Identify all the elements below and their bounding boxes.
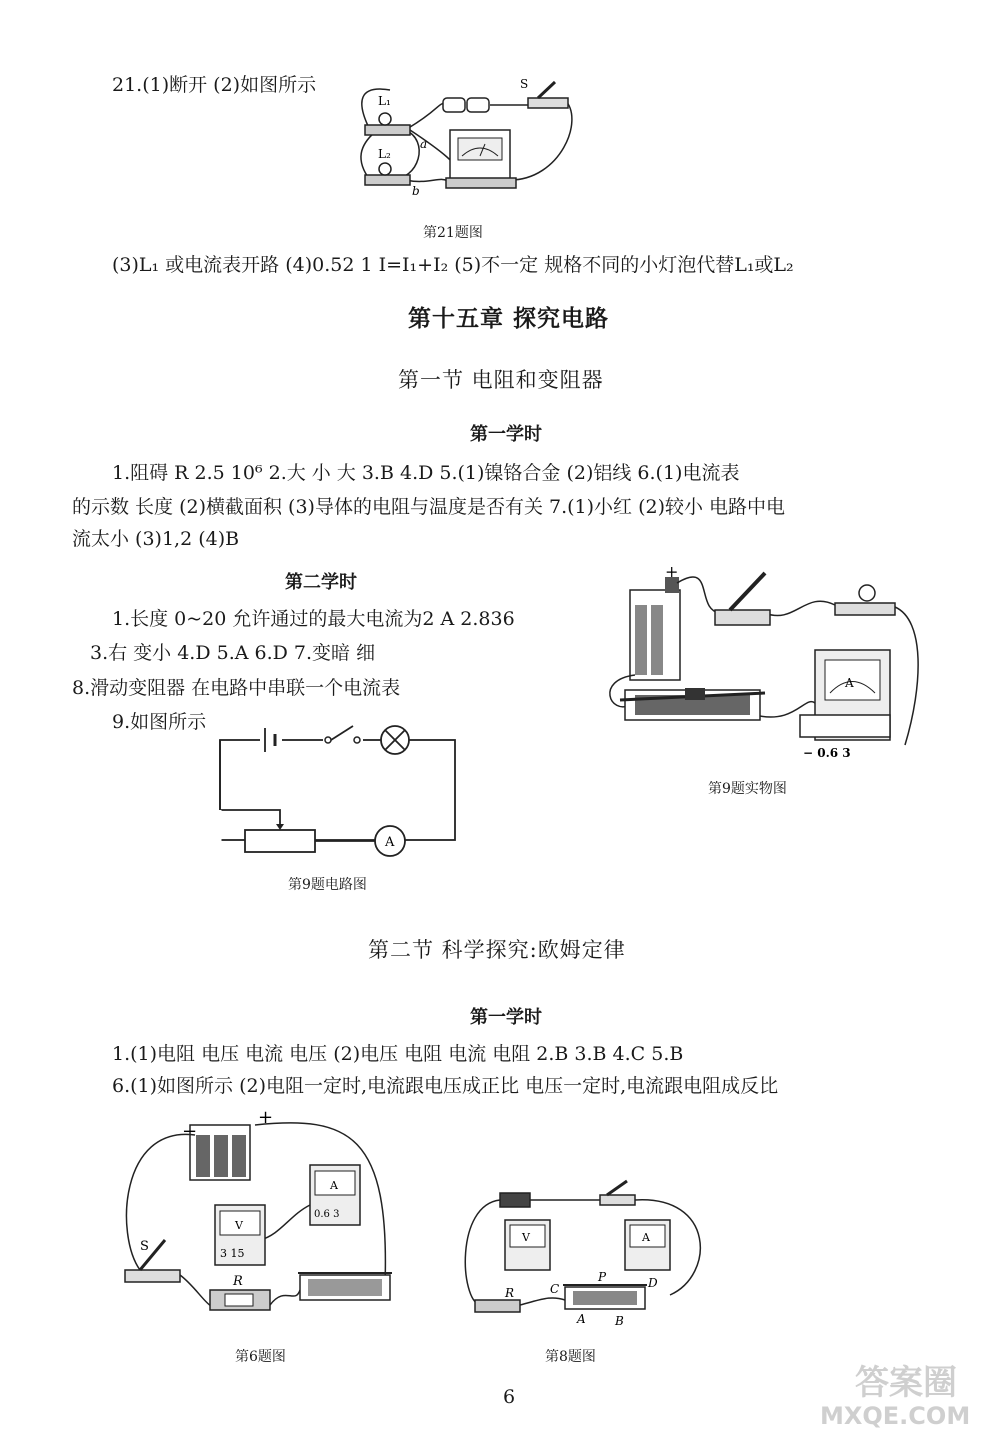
s1l1-line2: 的示数 长度 (2)横截面积 (3)导体的电阻与温度是否有关 7.(1)小红 (2)较小 电路中电 (72, 496, 786, 518)
q21-line2: (3)L₁ 或电流表开路 (4)0.52 1 I=I₁+I₂ (5)不一定 规格不同的小灯泡代替L₁或L₂ (112, 254, 794, 276)
q9-terminals: − 0.6 3 (803, 746, 851, 760)
s1l2-line3: 8.滑动变阻器 在电路中串联一个电流表 (72, 677, 401, 699)
section1-lesson1-title: 第一学时 (470, 424, 542, 445)
s1l2-line4: 9.如图所示 (112, 711, 207, 733)
q9-circuit-caption: 第9题电路图 (288, 877, 367, 893)
q8-terminal-d: D (648, 1276, 658, 1290)
q21-a-label: a (420, 137, 428, 151)
q8-terminal-c: C (550, 1282, 560, 1296)
q9-physical-caption: 第9题实物图 (708, 781, 787, 797)
q6-battery-minus: − (182, 1121, 198, 1142)
q21-b-label: b (412, 184, 420, 198)
q8-caption: 第8题图 (545, 1349, 596, 1365)
q6-resistor-label: R (233, 1274, 243, 1289)
q8-resistor-label: R (505, 1286, 515, 1300)
q8-voltmeter-label: V (522, 1231, 530, 1244)
s2l1-line1: 1.(1)电阻 电压 电流 电压 (2)电压 电阻 电流 电阻 2.B 3.B 4.C 5.B (112, 1043, 684, 1065)
q6-caption: 第6题图 (235, 1349, 286, 1365)
q21-switch-label: S (520, 77, 529, 91)
chapter-title: 第十五章 探究电路 (408, 305, 610, 332)
q21-caption: 第21题图 (423, 225, 483, 241)
section2-title: 第二节 科学探究:欧姆定律 (368, 938, 626, 962)
q6-figure (120, 1105, 400, 1345)
section2-lesson1-title: 第一学时 (470, 1007, 542, 1028)
q8-ammeter-label: A (642, 1231, 650, 1244)
q9-ammeter-label: A (385, 835, 395, 850)
s1l1-line1: 1.阻碍 R 2.5 10⁶ 2.大 小 大 3.B 4.D 5.(1)镍铬合金 (2)铝线 6.(1)电流表 (112, 462, 740, 484)
q21-l2-label: L₂ (378, 147, 391, 161)
s2l1-line2: 6.(1)如图所示 (2)电阻一定时,电流跟电压成正比 电压一定时,电流跟电阻成反比 (112, 1075, 779, 1097)
q8-slider-p: P (598, 1270, 607, 1284)
q9-circuit-diagram (205, 720, 475, 870)
q6-voltmeter-terminals: 3 15 (220, 1247, 245, 1260)
q9-battery-plus: + (665, 565, 679, 581)
q6-switch-label: S (140, 1239, 149, 1254)
watermark-url: MXQE.COM (820, 1402, 971, 1430)
q9-physical-ammeter-label: A (845, 676, 854, 690)
q8-figure (455, 1175, 720, 1340)
s1l2-line1: 1.长度 0~20 允许通过的最大电流为2 A 2.836 (112, 608, 515, 630)
s1l2-line2: 3.右 变小 4.D 5.A 6.D 7.变暗 细 (90, 642, 376, 664)
q21-figure (350, 70, 590, 220)
section1-title: 第一节 电阻和变阻器 (398, 368, 604, 392)
s1l1-line3: 流太小 (3)1,2 (4)B (72, 528, 240, 550)
q8-terminal-a: A (577, 1312, 586, 1326)
q8-terminal-b: B (615, 1314, 624, 1328)
q6-ammeter-label: A (330, 1179, 338, 1192)
q21-line1: 21.(1)断开 (2)如图所示 (112, 74, 317, 96)
watermark-logo: 答案圈 (855, 1363, 957, 1403)
q6-voltmeter-label: V (235, 1219, 243, 1232)
q6-ammeter-terminals: 0.6 3 (314, 1209, 340, 1220)
q6-battery-plus: + (258, 1107, 274, 1128)
section1-lesson2-title: 第二学时 (285, 572, 357, 593)
page-number: 6 (503, 1386, 516, 1408)
q21-l1-label: L₁ (378, 94, 391, 108)
q9-physical-diagram (605, 565, 925, 770)
